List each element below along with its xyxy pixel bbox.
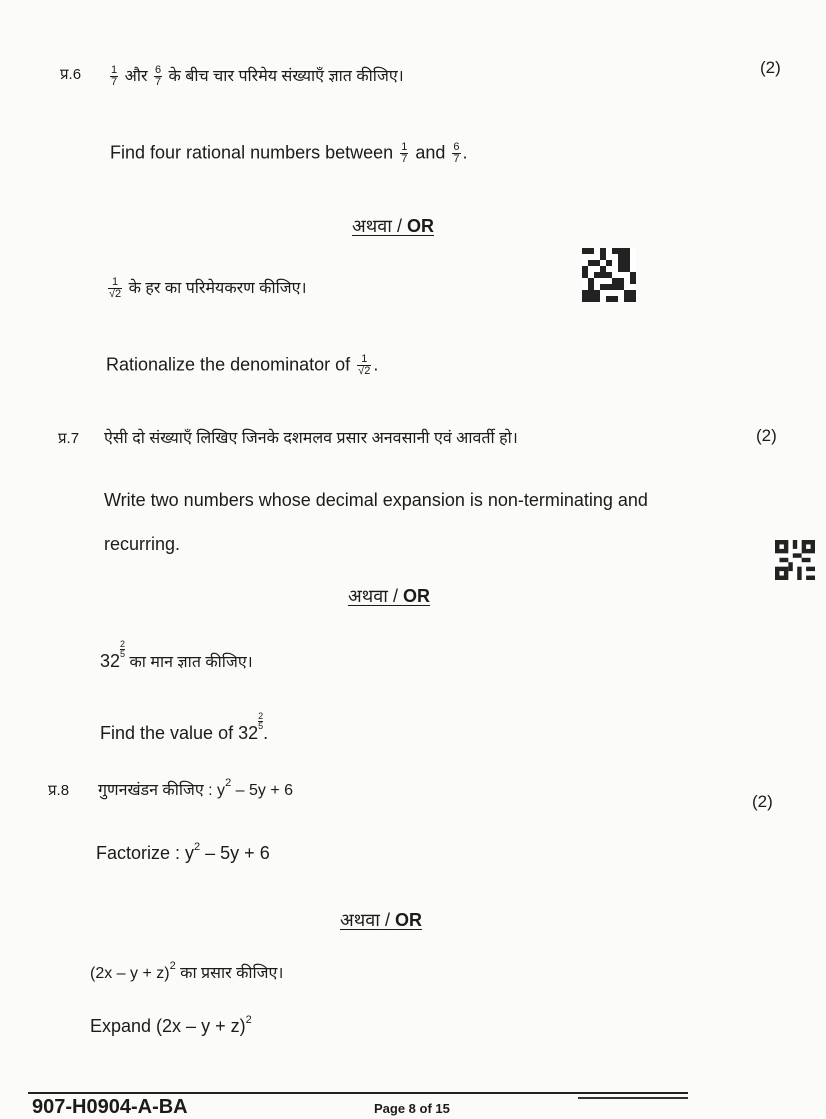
q7-number: प्र.7 [58, 430, 80, 447]
q7-english-line2: recurring. [104, 534, 181, 554]
q6-hindi: $\frac{1}{7}$ और $\frac{6}{7}$ के बीच चार परिमेय संख्याएँ ज्ञात कीजिए। [111, 64, 404, 89]
fraction: $\frac{1}{√2}$ [358, 353, 371, 377]
q6-english: Find four rational numbers between $\frac{1}{7}$ and $\frac{6}{7}$ . [110, 141, 468, 165]
q7-alt-hindi: 32 $\frac{2}{5}$ का मान ज्ञात कीजिए। [100, 639, 253, 671]
qr-code-icon [582, 248, 636, 302]
q8-hindi: गुणनखंडन कीजिए : $y^2 - 5y + 6$ [98, 777, 294, 799]
q7-english-line1: Write two numbers whose decimal expansion is non-terminating and [104, 490, 648, 510]
q7-alt-english: Find the value of 32 $\frac{2}{5}$ . [100, 711, 269, 743]
fraction: $\frac{6}{7}$ [453, 141, 460, 165]
q8-marks: (2) [752, 792, 773, 811]
q8-alt-english: Expand $(2x - y + z)^2$ [90, 1014, 252, 1036]
q6-marks: (2) [760, 58, 781, 77]
q7-marks: (2) [756, 426, 777, 445]
fraction: $\frac{1}{7}$ [111, 64, 118, 89]
page-number: Page 8 of 15 [374, 1101, 450, 1116]
qr-code-icon [775, 540, 815, 580]
paper-code: 907-H0904-A-BA [32, 1096, 188, 1118]
fraction: $\frac{1}{7}$ [401, 141, 408, 165]
footer-rule [28, 1092, 688, 1094]
footer-rule-secondary [578, 1097, 688, 1099]
or-divider-q6: अथवा / OR [352, 216, 434, 236]
exponent-fraction: $\frac{2}{5}$ [120, 639, 126, 659]
fraction: $\frac{6}{7}$ [154, 64, 162, 89]
q6-number: प्र.6 [60, 66, 82, 83]
q6-alt-english: Rationalize the denominator of $\frac{1}{√2}$ . [106, 353, 379, 377]
q6-alt-hindi: $\frac{1}{√2}$ के हर का परिमेयकरण कीजिए। [109, 276, 307, 301]
q8-alt-hindi: $(2x - y + z)^2$ का प्रसार कीजिए। [90, 960, 284, 982]
or-divider-q8: अथवा / OR [340, 910, 422, 930]
q8-number: प्र.8 [48, 782, 70, 799]
or-divider-q7: अथवा / OR [348, 586, 430, 606]
q7-hindi: ऐसी दो संख्याएँ लिखिए जिनके दशमलव प्रसार अनवसानी एवं आवर्ती हो। [104, 430, 518, 447]
q8-english: Factorize : $y^2 - 5y + 6$ [96, 841, 270, 863]
exponent-fraction: $\frac{2}{5}$ [258, 711, 264, 731]
fraction: $\frac{1}{√2}$ [109, 276, 122, 301]
